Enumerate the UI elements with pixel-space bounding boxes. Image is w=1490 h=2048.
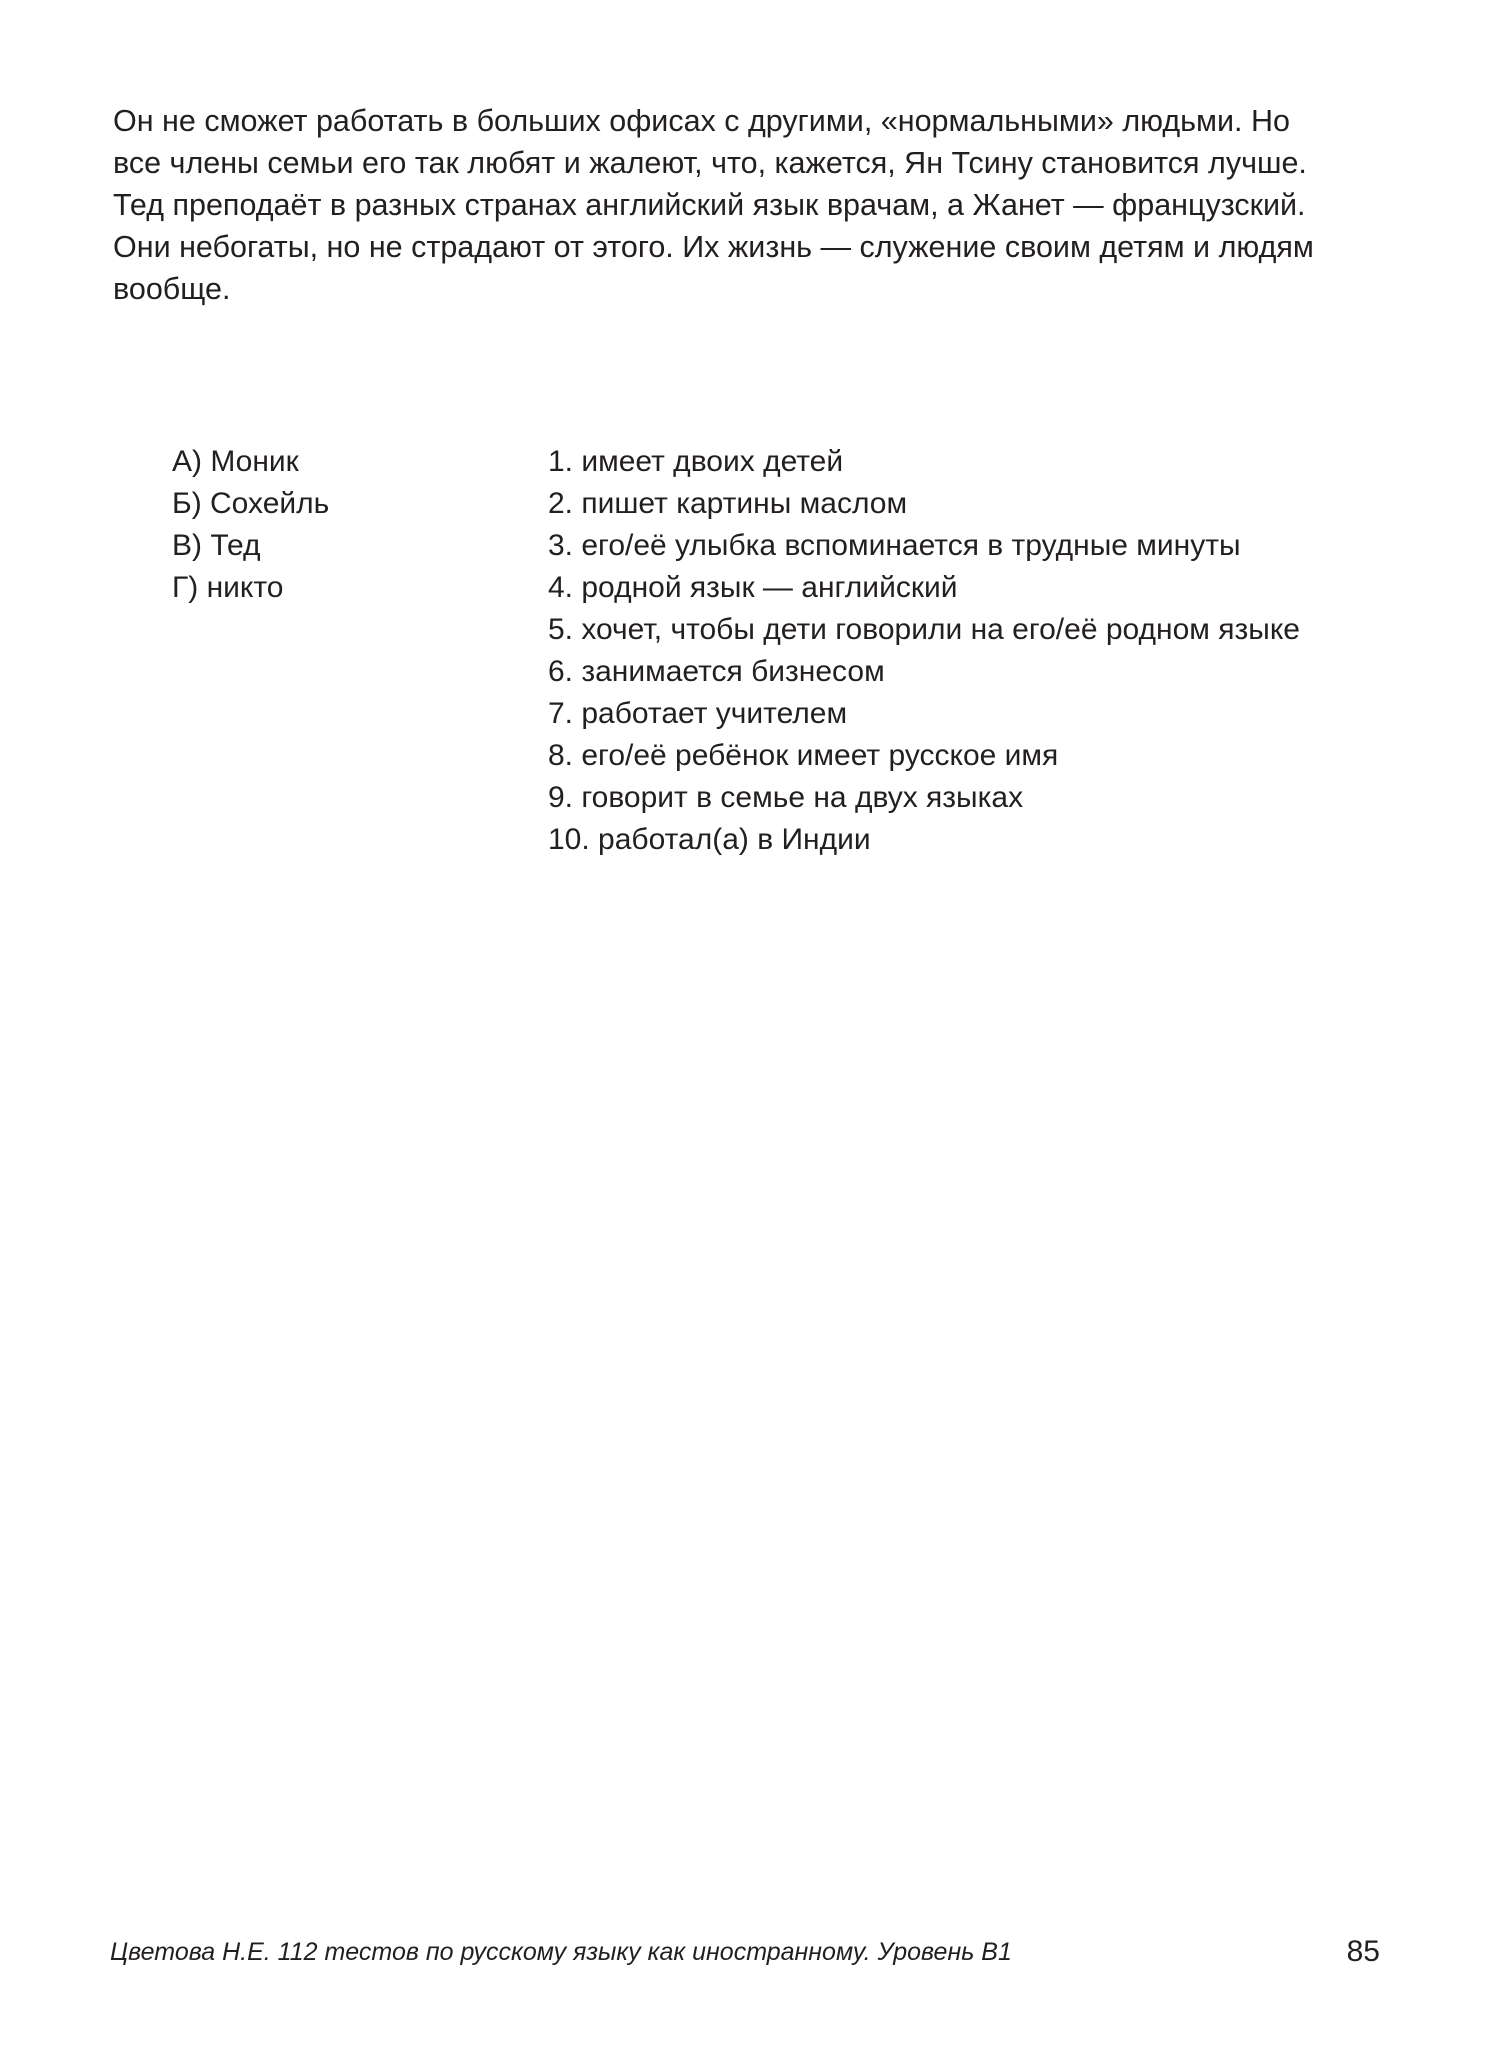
paragraph-line: вообще.: [113, 272, 231, 306]
statement-item: 10. работал(а) в Индии: [548, 823, 871, 856]
statements-list: [548, 441, 1300, 861]
statement-item: 5. хочет, чтобы дети говорили на его/её родном языке: [548, 613, 1300, 646]
paragraph-line: Тед преподаёт в разных странах английский язык врачам, а Жанет — французский.: [113, 188, 1306, 222]
person-item: Б) Сохейль: [172, 487, 330, 520]
statement-item: 1. имеет двоих детей: [548, 445, 844, 478]
statement-item: 4. родной язык — английский: [548, 571, 958, 604]
paragraph-line: Они небогаты, но не страдают от этого. Их жизнь — служение своим детям и людям: [113, 230, 1314, 264]
paragraph-line: все члены семьи его так любят и жалеют, что, кажется, Ян Тсину становится лучше.: [113, 146, 1307, 180]
statement-item: 9. говорит в семье на двух языках: [548, 781, 1024, 814]
person-item: В) Тед: [172, 529, 261, 562]
people-list: [172, 441, 329, 609]
person-item: Г) никто: [172, 571, 284, 604]
statement-item: 6. занимается бизнесом: [548, 655, 885, 688]
statement-item: 2. пишет картины маслом: [548, 487, 908, 520]
person-item: А) Моник: [172, 445, 299, 478]
page-number: 85: [1346, 1935, 1380, 1968]
footer-citation: Цветова Н.Е. 112 тестов по русскому языку как иностранному. Уровень B1: [110, 1938, 1012, 1966]
statement-item: 3. его/её улыбка вспоминается в трудные минуты: [548, 529, 1241, 562]
body-paragraph: [113, 100, 1393, 310]
statement-item: 8. его/её ребёнок имеет русское имя: [548, 739, 1059, 772]
paragraph-line: Он не сможет работать в больших офисах с другими, «нормальными» людьми. Но: [113, 104, 1290, 138]
statement-item: 7. работает учителем: [548, 697, 848, 730]
